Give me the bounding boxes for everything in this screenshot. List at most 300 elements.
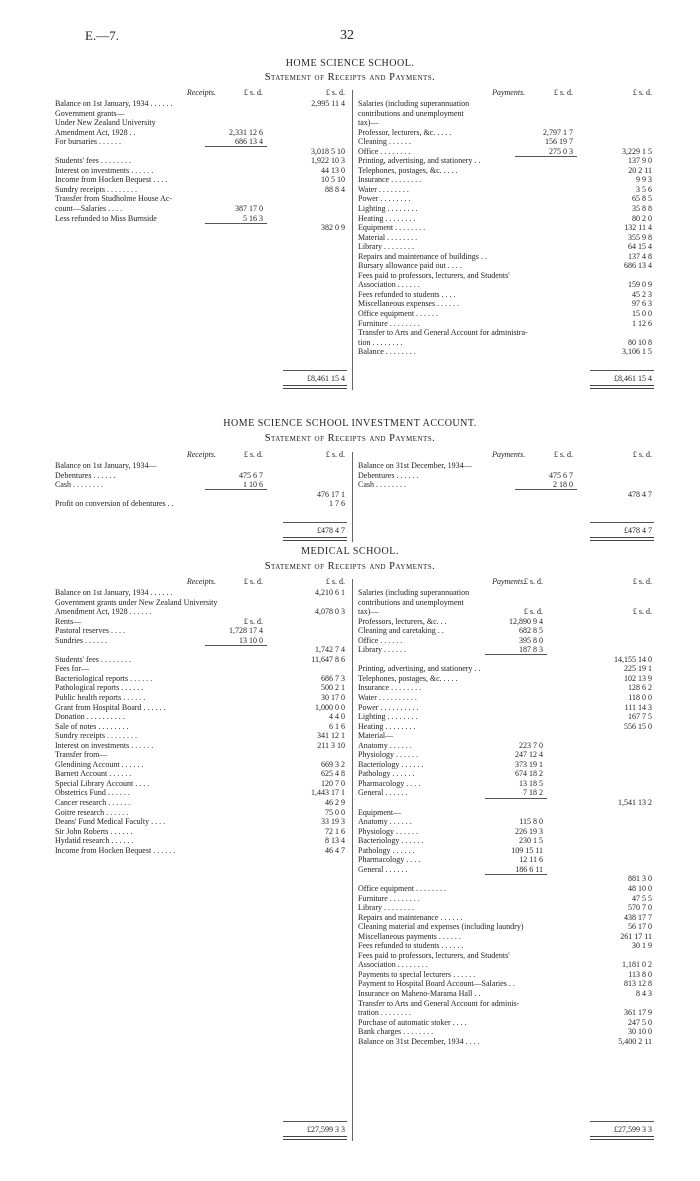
receipts-row bbox=[55, 598, 348, 608]
line-item-label: For bursaries . . . . . . bbox=[55, 137, 121, 147]
amount-outer: 48 10 0 bbox=[628, 883, 652, 893]
line-item-label: Professor, lecturers, &c. . . . . bbox=[358, 127, 452, 137]
amount-inner: 12,890 9 4 bbox=[509, 616, 543, 626]
line-item-label: Fees refunded to students . . . . . . bbox=[358, 941, 464, 951]
payments-row bbox=[358, 903, 656, 913]
receipts-row bbox=[55, 194, 348, 204]
amount-outer: 2,995 11 4 bbox=[311, 99, 345, 108]
payments-row bbox=[358, 319, 656, 329]
amount-inner: 686 13 4 bbox=[235, 137, 263, 147]
amount-outer: 11,647 8 6 bbox=[311, 654, 345, 664]
amount-outer: 5,400 2 11 bbox=[618, 1036, 652, 1046]
line-item-label: tax)— bbox=[358, 607, 379, 617]
amount-outer: 46 4 7 bbox=[325, 845, 345, 855]
receipts-heading-label: Receipts. bbox=[186, 450, 216, 459]
receipts-row bbox=[55, 846, 348, 856]
amount-outer: 33 19 3 bbox=[321, 817, 345, 827]
payments-row bbox=[358, 712, 656, 722]
payments-total-rule bbox=[590, 1121, 654, 1122]
line-item-label: tration . . . . . . . . bbox=[358, 1008, 411, 1018]
amount-inner: 373 19 1 bbox=[515, 759, 543, 769]
receipts-total-rule bbox=[283, 370, 347, 371]
payments-row bbox=[358, 175, 656, 185]
line-item-label: Less refunded to Miss Burnside bbox=[55, 213, 157, 223]
line-item-label: Students' fees . . . . . . . . bbox=[55, 156, 131, 166]
receipts-row bbox=[55, 645, 348, 655]
currency-column-header: £ s. d. bbox=[325, 577, 345, 586]
line-item-label: contributions and unemployment bbox=[358, 597, 464, 607]
line-item-label: Debentures . . . . . . bbox=[55, 470, 116, 480]
line-item-label: Sundry receipts . . . . . . . . bbox=[55, 731, 137, 741]
receipts-row bbox=[55, 499, 348, 509]
amount-outer: 556 15 0 bbox=[624, 721, 652, 731]
amount-outer: 118 0 0 bbox=[628, 693, 652, 703]
payments-row bbox=[358, 261, 656, 271]
amount-outer: 3,229 1 5 bbox=[622, 146, 652, 156]
receipts-row bbox=[55, 471, 348, 481]
amount-outer: 3,018 5 10 bbox=[311, 146, 345, 156]
payments-column bbox=[358, 450, 656, 499]
currency-column-header: £ s. d. bbox=[243, 577, 263, 586]
receipts-total-double-rule bbox=[283, 1136, 347, 1140]
line-item-label: Salaries (including superannuation bbox=[358, 99, 470, 108]
amount-outer: 9 9 3 bbox=[636, 175, 652, 185]
payments-row bbox=[358, 731, 656, 741]
line-item-label: Balance on 1st January, 1934 . . . . . . bbox=[55, 588, 173, 597]
line-item-label: Water . . . . . . . . . . bbox=[358, 693, 417, 703]
receipts-heading-label: Receipts. bbox=[186, 88, 216, 97]
line-item-label: contributions and unemployment bbox=[358, 108, 464, 118]
line-item-label: Cash . . . . . . . . bbox=[55, 480, 103, 490]
amount-outer: 1,742 7 4 bbox=[315, 645, 345, 655]
line-item-label: Power . . . . . . . . bbox=[358, 194, 411, 204]
payments-row bbox=[358, 827, 656, 837]
amount-outer: 113 8 0 bbox=[628, 969, 652, 979]
line-item-label: Anatomy . . . . . . bbox=[358, 740, 412, 750]
amount-outer: 65 8 5 bbox=[632, 194, 652, 204]
amount-inner: 275 0 3 bbox=[549, 146, 573, 156]
amount-inner: 2,797 1 7 bbox=[543, 127, 573, 137]
amount-outer: 247 5 0 bbox=[628, 1017, 652, 1027]
payments-row bbox=[358, 1027, 656, 1037]
amount-outer: 4,078 0 3 bbox=[315, 607, 345, 617]
line-item-label: Heating . . . . . . . . bbox=[358, 721, 416, 731]
receipts-row bbox=[55, 664, 348, 674]
receipts-total-double-rule bbox=[283, 385, 347, 389]
amount-outer: 64 15 4 bbox=[628, 242, 652, 252]
amount-outer: 355 9 8 bbox=[628, 232, 652, 242]
payments-row bbox=[358, 299, 656, 309]
amount-outer: 75 0 0 bbox=[325, 807, 345, 817]
section-subtitle: Statement of Receipts and Payments. bbox=[264, 433, 436, 444]
document-reference: E.—7. bbox=[85, 28, 119, 43]
line-item-label: Balance . . . . . . . . bbox=[358, 347, 416, 357]
amount-outer: 211 3 10 bbox=[317, 740, 345, 750]
payments-row bbox=[358, 788, 656, 798]
amount-outer: 137 9 0 bbox=[628, 156, 652, 166]
line-item-label: Association . . . . . . bbox=[358, 280, 420, 290]
amount-outer: 30 1 9 bbox=[632, 941, 652, 951]
payments-row bbox=[358, 951, 656, 961]
payments-row bbox=[358, 722, 656, 732]
payments-row bbox=[358, 932, 656, 942]
amount-outer: 10 5 10 bbox=[321, 175, 345, 185]
amount-inner: £ s. d. bbox=[243, 616, 263, 626]
amount-outer: 111 14 3 bbox=[624, 702, 652, 712]
line-item-label: Lighting . . . . . . . . bbox=[358, 712, 418, 722]
amount-inner: 109 15 11 bbox=[511, 845, 543, 855]
line-item-label: Office equipment . . . . . . bbox=[358, 309, 439, 319]
amount-outer: 1,443 17 1 bbox=[311, 788, 345, 798]
line-item-label: Water . . . . . . . . bbox=[358, 184, 409, 194]
receipts-column bbox=[55, 88, 348, 233]
line-item-label: Payments to special lecturers . . . . . . bbox=[358, 969, 476, 979]
amount-outer: 20 2 11 bbox=[628, 165, 652, 175]
line-item-label: Material— bbox=[358, 731, 394, 741]
payments-row bbox=[358, 290, 656, 300]
receipts-row bbox=[55, 741, 348, 751]
payments-row bbox=[358, 970, 656, 980]
line-item-label: Pathological reports . . . . . . bbox=[55, 683, 144, 693]
payments-total-double-rule bbox=[590, 1136, 654, 1140]
payments-row bbox=[358, 607, 656, 617]
amount-outer: 261 17 11 bbox=[620, 931, 652, 941]
receipts-column bbox=[55, 450, 348, 509]
section-subtitle: Statement of Receipts and Payments. bbox=[264, 72, 436, 83]
line-item-label: Pastoral reserves . . . . bbox=[55, 626, 125, 636]
payments-heading bbox=[358, 88, 656, 99]
payments-row bbox=[358, 156, 656, 166]
line-item-label: Bacteriological reports . . . . . . bbox=[55, 673, 153, 683]
amount-outer: 476 17 1 bbox=[317, 489, 345, 499]
receipts-row bbox=[55, 166, 348, 176]
payments-total-double-rule bbox=[590, 537, 654, 541]
payments-row bbox=[358, 817, 656, 827]
receipts-row bbox=[55, 137, 348, 147]
receipts-total-rule bbox=[283, 1121, 347, 1122]
amount-outer: 167 7 5 bbox=[628, 712, 652, 722]
amount-outer: 4 4 0 bbox=[329, 712, 345, 722]
line-item-label: Glendining Account . . . . . . bbox=[55, 759, 144, 769]
payments-total: £27,599 3 3 bbox=[614, 1125, 652, 1134]
amount-outer: 47 5 5 bbox=[632, 893, 652, 903]
payments-row bbox=[358, 941, 656, 951]
receipts-total-double-rule bbox=[283, 537, 347, 541]
payments-row bbox=[358, 137, 656, 147]
amount-outer: 1,181 0 2 bbox=[622, 960, 652, 970]
payments-row bbox=[358, 328, 656, 338]
line-item-label: Printing, advertising, and stationery . . bbox=[358, 156, 481, 166]
line-item-label: Office equipment . . . . . . . . bbox=[358, 883, 447, 893]
amount-inner: 7 18 2 bbox=[523, 788, 543, 798]
payments-row bbox=[358, 674, 656, 684]
line-item-label: Physiology . . . . . . bbox=[358, 826, 419, 836]
payments-row bbox=[358, 683, 656, 693]
amount-inner: 475 6 7 bbox=[549, 470, 573, 480]
amount-outer: 4,210 6 1 bbox=[315, 588, 345, 597]
amount-inner: 12 11 6 bbox=[519, 855, 543, 865]
payments-row bbox=[358, 1018, 656, 1028]
amount-outer: 813 12 8 bbox=[624, 979, 652, 989]
receipts-row bbox=[55, 655, 348, 665]
amount-outer: 56 17 0 bbox=[628, 922, 652, 932]
amount-inner: 156 19 7 bbox=[545, 137, 573, 147]
amount-outer: £ s. d. bbox=[632, 607, 652, 617]
line-item-label: Transfer to Arts and General Account for adminis- bbox=[358, 998, 520, 1008]
page-header bbox=[0, 28, 700, 48]
line-item-label: Miscellaneous expenses . . . . . . bbox=[358, 299, 460, 309]
payments-row bbox=[358, 490, 656, 500]
amount-inner: £ s. d. bbox=[523, 607, 543, 617]
payments-row bbox=[358, 913, 656, 923]
receipts-row bbox=[55, 760, 348, 770]
line-item-label: Anatomy . . . . . . bbox=[358, 817, 412, 827]
currency-column-header: £ s. d. bbox=[523, 577, 543, 586]
line-item-label: Salaries (including superannuation bbox=[358, 588, 470, 597]
currency-column-header: £ s. d. bbox=[553, 88, 573, 97]
payments-heading-label: Payments. bbox=[492, 450, 526, 459]
payments-row bbox=[358, 204, 656, 214]
amount-inner: 674 18 2 bbox=[515, 769, 543, 779]
payments-row bbox=[358, 252, 656, 262]
line-item-label: Government grants under New Zealand University bbox=[55, 597, 218, 607]
amount-inner: 1,728 17 4 bbox=[229, 626, 263, 636]
line-item-label: Equipment . . . . . . . . bbox=[358, 223, 426, 233]
line-item-label: Pathology . . . . . . bbox=[358, 769, 415, 779]
line-item-label: Pharmacology . . . . bbox=[358, 778, 421, 788]
line-item-label: Bank charges . . . . . . . . bbox=[358, 1027, 434, 1037]
amount-outer: 6 1 6 bbox=[329, 721, 345, 731]
line-item-label: Interest on investments . . . . . . bbox=[55, 740, 154, 750]
line-item-label: Balance on 31st December, 1934— bbox=[358, 461, 472, 470]
line-item-label: Library . . . . . . . . bbox=[358, 903, 414, 913]
payments-row bbox=[358, 693, 656, 703]
receipts-row bbox=[55, 674, 348, 684]
payments-row bbox=[358, 874, 656, 884]
receipts-row bbox=[55, 808, 348, 818]
currency-column-header: £ s. d. bbox=[325, 450, 345, 459]
receipts-row bbox=[55, 147, 348, 157]
payments-row bbox=[358, 109, 656, 119]
line-item-label: Miscellaneous payments . . . . . . bbox=[358, 931, 461, 941]
receipts-row bbox=[55, 693, 348, 703]
amount-outer: 686 7 3 bbox=[321, 673, 345, 683]
payments-row bbox=[358, 233, 656, 243]
payments-row bbox=[358, 703, 656, 713]
payments-row bbox=[358, 779, 656, 789]
amount-outer: 97 6 3 bbox=[632, 299, 652, 309]
amount-inner: 475 6 7 bbox=[239, 470, 263, 480]
amount-inner: 187 8 3 bbox=[519, 645, 543, 655]
line-item-label: Balance on 1st January, 1934— bbox=[55, 461, 157, 470]
line-item-label: Fees refunded to students . . . . bbox=[358, 289, 456, 299]
amount-inner: 115 8 0 bbox=[519, 817, 543, 827]
amount-inner: 387 17 0 bbox=[235, 204, 263, 214]
line-item-label: Repairs and maintenance of buildings . . bbox=[358, 251, 487, 261]
receipts-heading bbox=[55, 88, 348, 99]
amount-outer: 45 2 3 bbox=[632, 289, 652, 299]
receipts-row bbox=[55, 769, 348, 779]
line-item-label: Insurance on Maheno-Marama Hall . . bbox=[358, 988, 481, 998]
payments-row bbox=[358, 999, 656, 1009]
amount-outer: 8 4 3 bbox=[636, 988, 652, 998]
payments-row bbox=[358, 309, 656, 319]
line-item-label: Lighting . . . . . . . . bbox=[358, 204, 418, 214]
amount-outer: 1,000 0 0 bbox=[315, 702, 345, 712]
amount-inner: 682 8 5 bbox=[519, 626, 543, 636]
currency-column-header: £ s. d. bbox=[632, 450, 652, 459]
amount-inner: 226 19 3 bbox=[515, 826, 543, 836]
payments-row bbox=[358, 636, 656, 646]
payments-column bbox=[358, 88, 656, 357]
receipts-row bbox=[55, 223, 348, 233]
payments-row bbox=[358, 922, 656, 932]
line-item-label: Fees paid to professors, lecturers, and Students' bbox=[358, 950, 510, 960]
line-item-label: Profit on conversion of debentures . . bbox=[55, 499, 174, 509]
payments-row bbox=[358, 626, 656, 636]
line-item-label: Amendment Act, 1928 . . . . . . bbox=[55, 607, 152, 617]
payments-row bbox=[358, 836, 656, 846]
payments-row bbox=[358, 741, 656, 751]
line-item-label: Furniture . . . . . . . . bbox=[358, 893, 420, 903]
amount-outer: 80 10 8 bbox=[628, 337, 652, 347]
line-item-label: Bursary allowance paid out . . . . bbox=[358, 261, 462, 271]
line-item-label: Rents— bbox=[55, 616, 82, 626]
line-item-label: Fees for— bbox=[55, 664, 89, 674]
receipts-row bbox=[55, 461, 348, 471]
page-number: 32 bbox=[340, 28, 354, 43]
amount-inner: 230 1 5 bbox=[519, 836, 543, 846]
receipts-row bbox=[55, 683, 348, 693]
receipts-row bbox=[55, 827, 348, 837]
amount-outer: 881 3 0 bbox=[628, 874, 652, 884]
line-item-label: Bacteriology . . . . . . bbox=[358, 836, 424, 846]
payments-row bbox=[358, 242, 656, 252]
line-item-label: Pathology . . . . . . bbox=[358, 845, 415, 855]
column-divider bbox=[352, 579, 353, 1141]
line-item-label: Sale of notes . . . . . . . . bbox=[55, 721, 129, 731]
payments-row bbox=[358, 750, 656, 760]
line-item-label: Deans' Fund Medical Faculty . . . . bbox=[55, 817, 166, 827]
receipts-total: £478 4 7 bbox=[317, 526, 345, 536]
receipts-heading bbox=[55, 450, 348, 461]
line-item-label: Obstetrics Fund . . . . . . bbox=[55, 788, 130, 798]
amount-inner: 395 8 0 bbox=[519, 635, 543, 645]
payments-total: £8,461 15 4 bbox=[614, 374, 652, 384]
receipts-row bbox=[55, 636, 348, 646]
currency-column-header: £ s. d. bbox=[325, 88, 345, 97]
payments-total: £478 4 7 bbox=[624, 526, 652, 536]
amount-outer: 128 6 2 bbox=[628, 683, 652, 693]
column-divider bbox=[352, 452, 353, 542]
payments-row bbox=[358, 271, 656, 281]
payments-row bbox=[358, 617, 656, 627]
amount-outer: 120 7 0 bbox=[321, 778, 345, 788]
receipts-row bbox=[55, 712, 348, 722]
payments-row bbox=[358, 1037, 656, 1047]
payments-row bbox=[358, 884, 656, 894]
payments-row bbox=[358, 598, 656, 608]
amount-inner: 186 6 11 bbox=[515, 864, 543, 874]
line-item-label: Cash . . . . . . . . bbox=[358, 480, 406, 490]
line-item-label: Special Library Account . . . . bbox=[55, 778, 150, 788]
payments-row bbox=[358, 280, 656, 290]
amount-outer: 15 0 0 bbox=[632, 309, 652, 319]
receipts-row bbox=[55, 175, 348, 185]
receipts-row bbox=[55, 836, 348, 846]
payments-row bbox=[358, 664, 656, 674]
line-item-label: Telephones, postages, &c. . . . . bbox=[358, 673, 458, 683]
payments-row bbox=[358, 588, 656, 598]
receipts-row bbox=[55, 588, 348, 598]
currency-column-header: £ s. d. bbox=[632, 577, 652, 586]
section-title: HOME SCIENCE SCHOOL INVESTMENT ACCOUNT. bbox=[223, 418, 477, 429]
amount-outer: 341 12 1 bbox=[317, 731, 345, 741]
amount-outer: 438 17 7 bbox=[624, 912, 652, 922]
payments-heading-label: Payments. bbox=[492, 577, 526, 586]
amount-outer: 686 13 4 bbox=[624, 261, 652, 271]
line-item-label: Balance on 31st December, 1934 . . . . bbox=[358, 1036, 480, 1046]
payments-row bbox=[358, 645, 656, 655]
amount-outer: 500 2 1 bbox=[321, 683, 345, 693]
line-item-label: Government grants— bbox=[55, 108, 125, 118]
amount-outer: 1 12 6 bbox=[632, 318, 652, 328]
payments-row bbox=[358, 846, 656, 856]
amount-outer: 80 2 0 bbox=[632, 213, 652, 223]
amount-outer: 3,106 1 5 bbox=[622, 347, 652, 357]
line-item-label: General . . . . . . bbox=[358, 864, 408, 874]
payments-heading-label: Payments. bbox=[492, 88, 526, 97]
section-title: HOME SCIENCE SCHOOL. bbox=[285, 58, 415, 69]
line-item-label: Heating . . . . . . . . bbox=[358, 213, 416, 223]
line-item-label: Cancer research . . . . . . bbox=[55, 798, 131, 808]
payments-row bbox=[358, 118, 656, 128]
line-item-label: Balance on 1st January, 1934 . . . . . . bbox=[55, 99, 173, 108]
receipts-row bbox=[55, 731, 348, 741]
receipts-row bbox=[55, 798, 348, 808]
receipts-row bbox=[55, 214, 348, 224]
payments-row bbox=[358, 989, 656, 999]
receipts-row bbox=[55, 118, 348, 128]
amount-outer: 1,922 10 3 bbox=[311, 156, 345, 166]
line-item-label: Grant from Hospital Board . . . . . . bbox=[55, 702, 166, 712]
receipts-row bbox=[55, 617, 348, 627]
amount-inner: 5 16 3 bbox=[243, 213, 263, 223]
receipts-row bbox=[55, 156, 348, 166]
payments-row bbox=[358, 760, 656, 770]
amount-outer: 361 17 9 bbox=[624, 1008, 652, 1018]
line-item-label: Barnett Account . . . . . . bbox=[55, 769, 132, 779]
line-item-label: Fees paid to professors, lecturers, and Students' bbox=[358, 270, 510, 280]
line-item-label: Office . . . . . . bbox=[358, 635, 403, 645]
amount-outer: 35 8 8 bbox=[632, 204, 652, 214]
amount-inner: 247 12 4 bbox=[515, 750, 543, 760]
line-item-label: Sundries . . . . . . bbox=[55, 635, 107, 645]
amount-inner: 13 10 0 bbox=[239, 635, 263, 645]
payments-row bbox=[358, 99, 656, 109]
receipts-row bbox=[55, 779, 348, 789]
amount-outer: 3 5 6 bbox=[636, 184, 652, 194]
amount-outer: 137 4 8 bbox=[628, 251, 652, 261]
payments-row bbox=[358, 865, 656, 875]
line-item-label: tax)— bbox=[358, 118, 379, 128]
receipts-row bbox=[55, 817, 348, 827]
line-item-label: Association . . . . . . . . bbox=[358, 960, 428, 970]
payments-row bbox=[358, 894, 656, 904]
amount-outer: 8 13 4 bbox=[325, 836, 345, 846]
payments-row bbox=[358, 194, 656, 204]
line-item-label: Transfer to Arts and General Account for administra- bbox=[358, 328, 528, 338]
